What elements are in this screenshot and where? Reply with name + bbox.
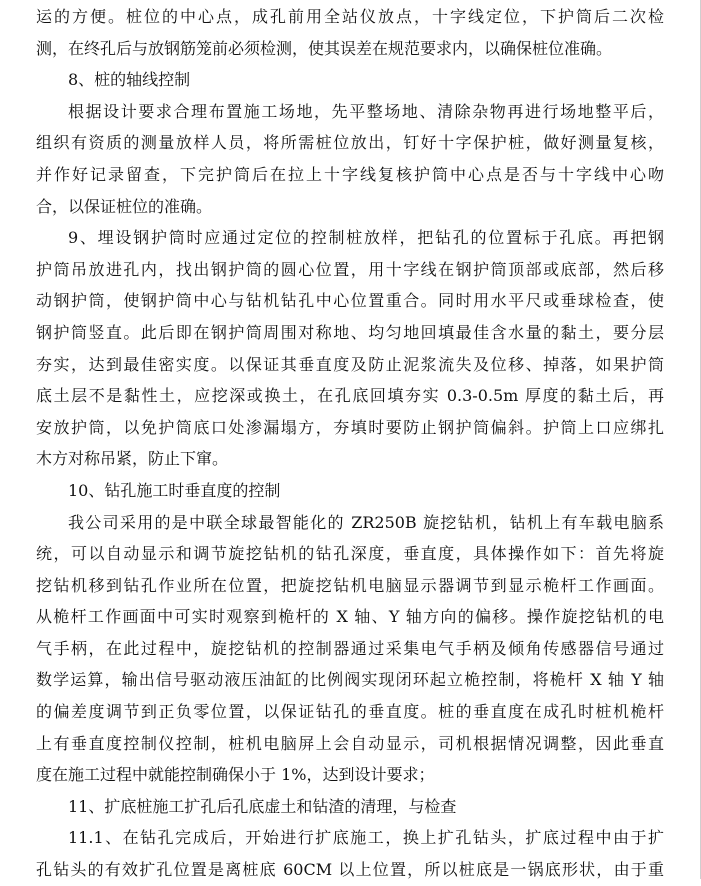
paragraph-line: 合，以保证桩位的准确。 <box>36 196 213 216</box>
paragraph-line: 动钢护筒，使钢护筒中心与钻机钻孔中心位置重合。同时用水平尺或垂球检查，使 <box>36 291 664 311</box>
paragraph-line: 统，可以自动显示和调节旋挖钻机的钻孔深度，垂直度，具体操作如下：首先将旋 <box>36 544 664 564</box>
paragraph-line: 运的方便。桩位的中心点，成孔前用全站仪放点，十字线定位，下护筒后二次检 <box>36 7 664 26</box>
paragraph-line: 孔钻头的有效扩孔位置是离桩底 60CM 以上位置，所以桩底是一锅底形状，由于重 <box>36 860 664 880</box>
paragraph-line: 气手柄，在此过程中，旋挖钻机的控制器通过采集电气手柄及倾角传感器信号通过 <box>36 638 664 658</box>
paragraph-line: 底土层不是黏性土，应挖深或换土，在孔底回填夯实 0.3-0.5m 厚度的黏土后，再 <box>36 386 664 406</box>
paragraph-line: 挖钻机移到钻孔作业所在位置，把旋挖钻机电脑显示器调节到显示桅杆工作画面。 <box>36 575 664 595</box>
paragraph-line: 9、埋设钢护筒时应通过定位的控制桩放样，把钻孔的位置标于孔底。再把钢 <box>68 228 664 248</box>
paragraph-line: 安放护筒，以免护筒底口处渗漏塌方，夯填时要防止钢护筒偏斜。护筒上口应绑扎 <box>36 417 664 437</box>
paragraph-line: 夯实，达到最佳密实度。以保证其垂直度及防止泥浆流失及位移、掉落，如果护筒 <box>36 354 664 374</box>
paragraph-line: 数学运算，输出信号驱动液压油缸的比例阀实现闭环起立桅控制，将桅杆 X 轴 Y 轴 <box>36 670 664 690</box>
section-heading: 8、桩的轴线控制 <box>68 70 191 90</box>
paragraph-line: 从桅杆工作画面中可实时观察到桅杆的 X 轴、Y 轴方向的偏移。操作旋挖钻机的电 <box>36 607 664 627</box>
paragraph-line: 钢护筒竖直。此后即在钢护筒周围对称地、均匀地回填最佳含水量的黏土，要分层 <box>36 322 664 342</box>
paragraph-line: 上有垂直度控制仪控制，桩机电脑屏上会自动显示，司机根据情况调整，因此垂直 <box>36 733 664 753</box>
document-body <box>36 1 664 886</box>
paragraph-line: 木方对称吊紧，防止下窜。 <box>36 449 229 469</box>
paragraph-line: 护筒吊放进孔内，找出钢护筒的圆心位置，用十字线在钢护筒顶部或底部，然后移 <box>36 259 664 279</box>
paragraph-line: 的偏差度调节到正负零位置，以保证钻孔的垂直度。桩的垂直度在成孔时桩机桅杆 <box>36 702 664 722</box>
section-heading: 10、钻孔施工时垂直度的控制 <box>68 480 281 500</box>
paragraph-line: 11.1、在钻孔完成后，开始进行扩底施工，换上扩孔钻头，扩底过程中由于扩 <box>68 828 664 848</box>
paragraph-line: 根据设计要求合理布置施工场地，先平整场地、清除杂物再进行场地整平后， <box>68 101 664 121</box>
section-heading: 11、扩底桩施工扩孔后孔底虚土和钻渣的清理，与检查 <box>68 796 457 816</box>
paragraph-line: 度在施工过程中就能控制确保小于 1%，达到设计要求； <box>36 765 435 785</box>
paragraph-line: 并作好记录留查，下完护筒后在拉上十字线复核护筒中心点是否与十字线中心吻 <box>36 164 664 184</box>
paragraph-line: 组织有资质的测量放样人员，将所需桩位放出，钉好十字保护桩，做好测量复核， <box>36 133 664 153</box>
paragraph-line: 我公司采用的是中联全球最智能化的 ZR250B 旋挖钻机，钻机上有车载电脑系 <box>68 512 664 532</box>
paragraph-line: 测，在终孔后与放钢筋笼前必须检测，使其误差在规范要求内，以确保桩位准确。 <box>36 38 613 58</box>
